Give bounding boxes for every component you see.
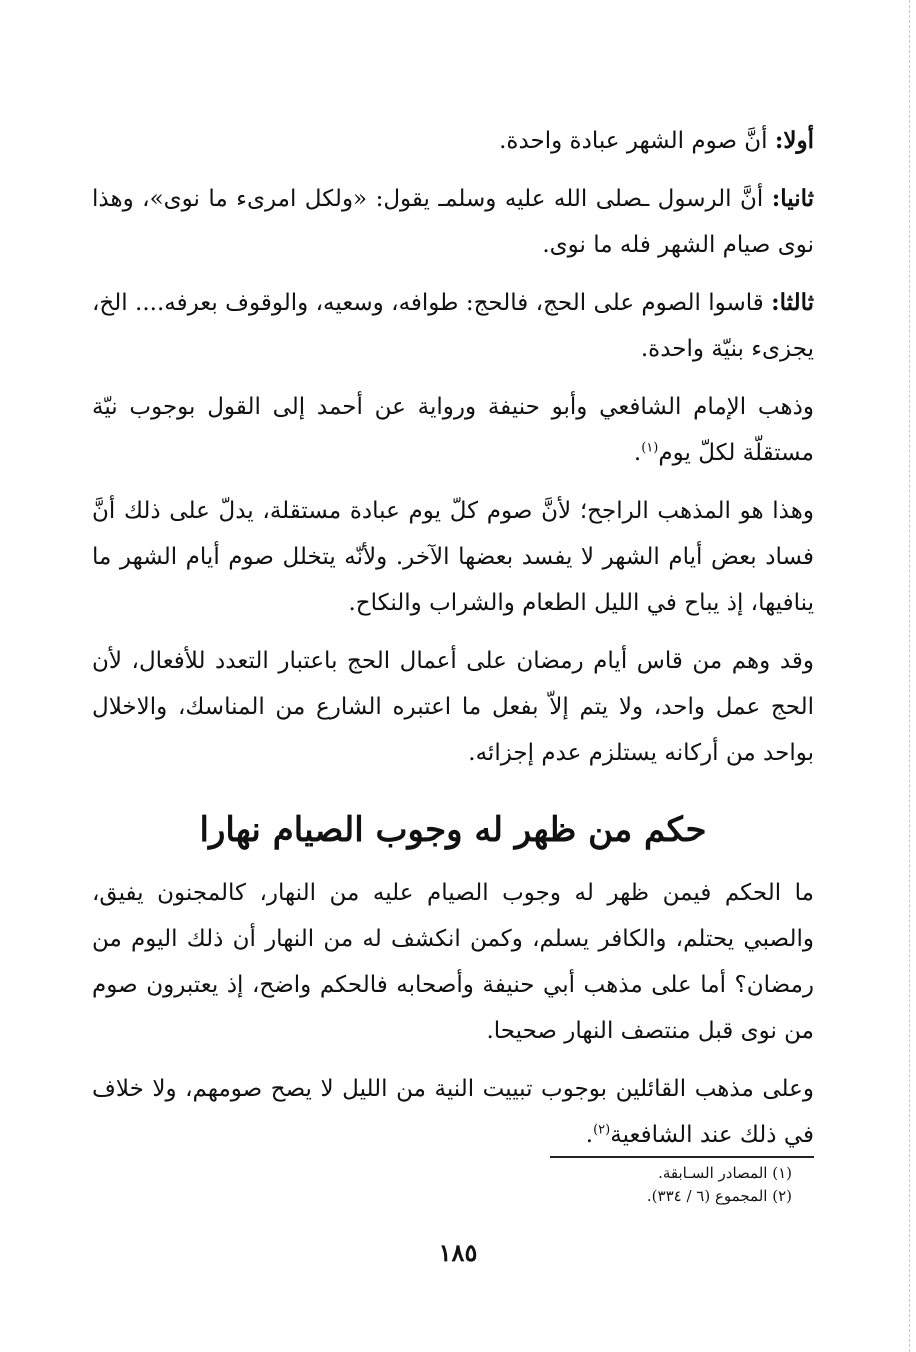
paragraph-text: أنَّ صوم الشهر عبادة واحدة.	[499, 128, 775, 154]
paragraph-shafii-ruling	[92, 1066, 814, 1158]
paragraph-text: وعلى مذهب القائلين بوجوب تبييت النية من الليل لا يصح صومهم، ولا خلاف في ذلك عند الشافعية	[92, 1076, 814, 1148]
page-body	[92, 118, 814, 1170]
paragraph-lead: ثانيا:	[771, 185, 814, 212]
paragraph-lead: ثالثا:	[771, 289, 814, 316]
paragraph-text: ما الحكم فيمن ظهر له وجوب الصيام عليه من النهار، كالمجنون يفيق، والصبي يحتلم، والكافر يسلم، وكمن انكشف له من النهار أن ذلك اليوم من رمضان؟ أما على مذهب أبي حنيفة وأصحابه فالحكم واضح، إذ يعتبرون صوم من نوى قبل منتصف النهار صحيحا.	[92, 880, 814, 1044]
paragraph-tail: .	[585, 1122, 594, 1148]
paragraph-third-reason	[92, 280, 814, 372]
footnote-ref-1: (١)	[641, 440, 659, 456]
paragraph-shafii-opinion	[92, 384, 814, 476]
page-edge-dashed-line	[909, 0, 910, 1352]
footnote-separator	[550, 1156, 814, 1158]
paragraph-first-reason	[92, 118, 814, 164]
paragraph-ruling-question	[92, 870, 814, 1054]
paragraph-text: وهذا هو المذهب الراجح؛ لأنَّ صوم كلّ يوم عبادة مستقلة، يدلّ على ذلك أنَّ فساد بعض أيام الشهر لا يفسد بعضها الآخر. ولأنّه يتخلل صوم أيام الشهر ما ينافيها، إذ يباح في الليل الطعام والشراب والنكاح.	[92, 498, 814, 616]
footnotes	[420, 1162, 792, 1208]
paragraph-lead: أولا:	[774, 127, 814, 154]
section-heading: حكم من ظهر له وجوب الصيام نهارا	[199, 810, 707, 850]
paragraph-preferred-view	[92, 488, 814, 626]
paragraph-text: وذهب الإمام الشافعي وأبو حنيفة ورواية عن أحمد إلى القول بوجوب نيّة مستقلّة لكلّ يوم	[92, 394, 814, 466]
page-number: ١٨٥	[438, 1238, 478, 1267]
paragraph-hajj-analogy	[92, 638, 814, 776]
paragraph-second-reason	[92, 176, 814, 268]
paragraph-text: أنَّ الرسول ـصلى الله عليه وسلمـ يقول: «ولكل امرىء ما نوى»، وهذا نوى صيام الشهر فله ما نوى.	[92, 186, 814, 258]
footnote-ref-2: (٢)	[593, 1122, 611, 1138]
footnote-1: (١) المصادر السـابقة.	[658, 1164, 792, 1182]
footnote-2: (٢) المجموع (٦ / ٣٣٤).	[646, 1187, 792, 1205]
paragraph-text: قاسوا الصوم على الحج، فالحج: طوافه، وسعيه، والوقوف بعرفه.... الخ، يجزىء بنيّة واحدة.	[92, 290, 814, 362]
paragraph-tail: .	[633, 440, 642, 466]
paragraph-text: وقد وهم من قاس أيام رمضان على أعمال الحج باعتبار التعدد للأفعال، لأن الحج عمل واحد، ولا يتم إلاّ بفعل ما اعتبره الشارع من المناسك، والاخلال بواحد من أركانه يستلزم عدم إجزائه.	[92, 648, 814, 766]
